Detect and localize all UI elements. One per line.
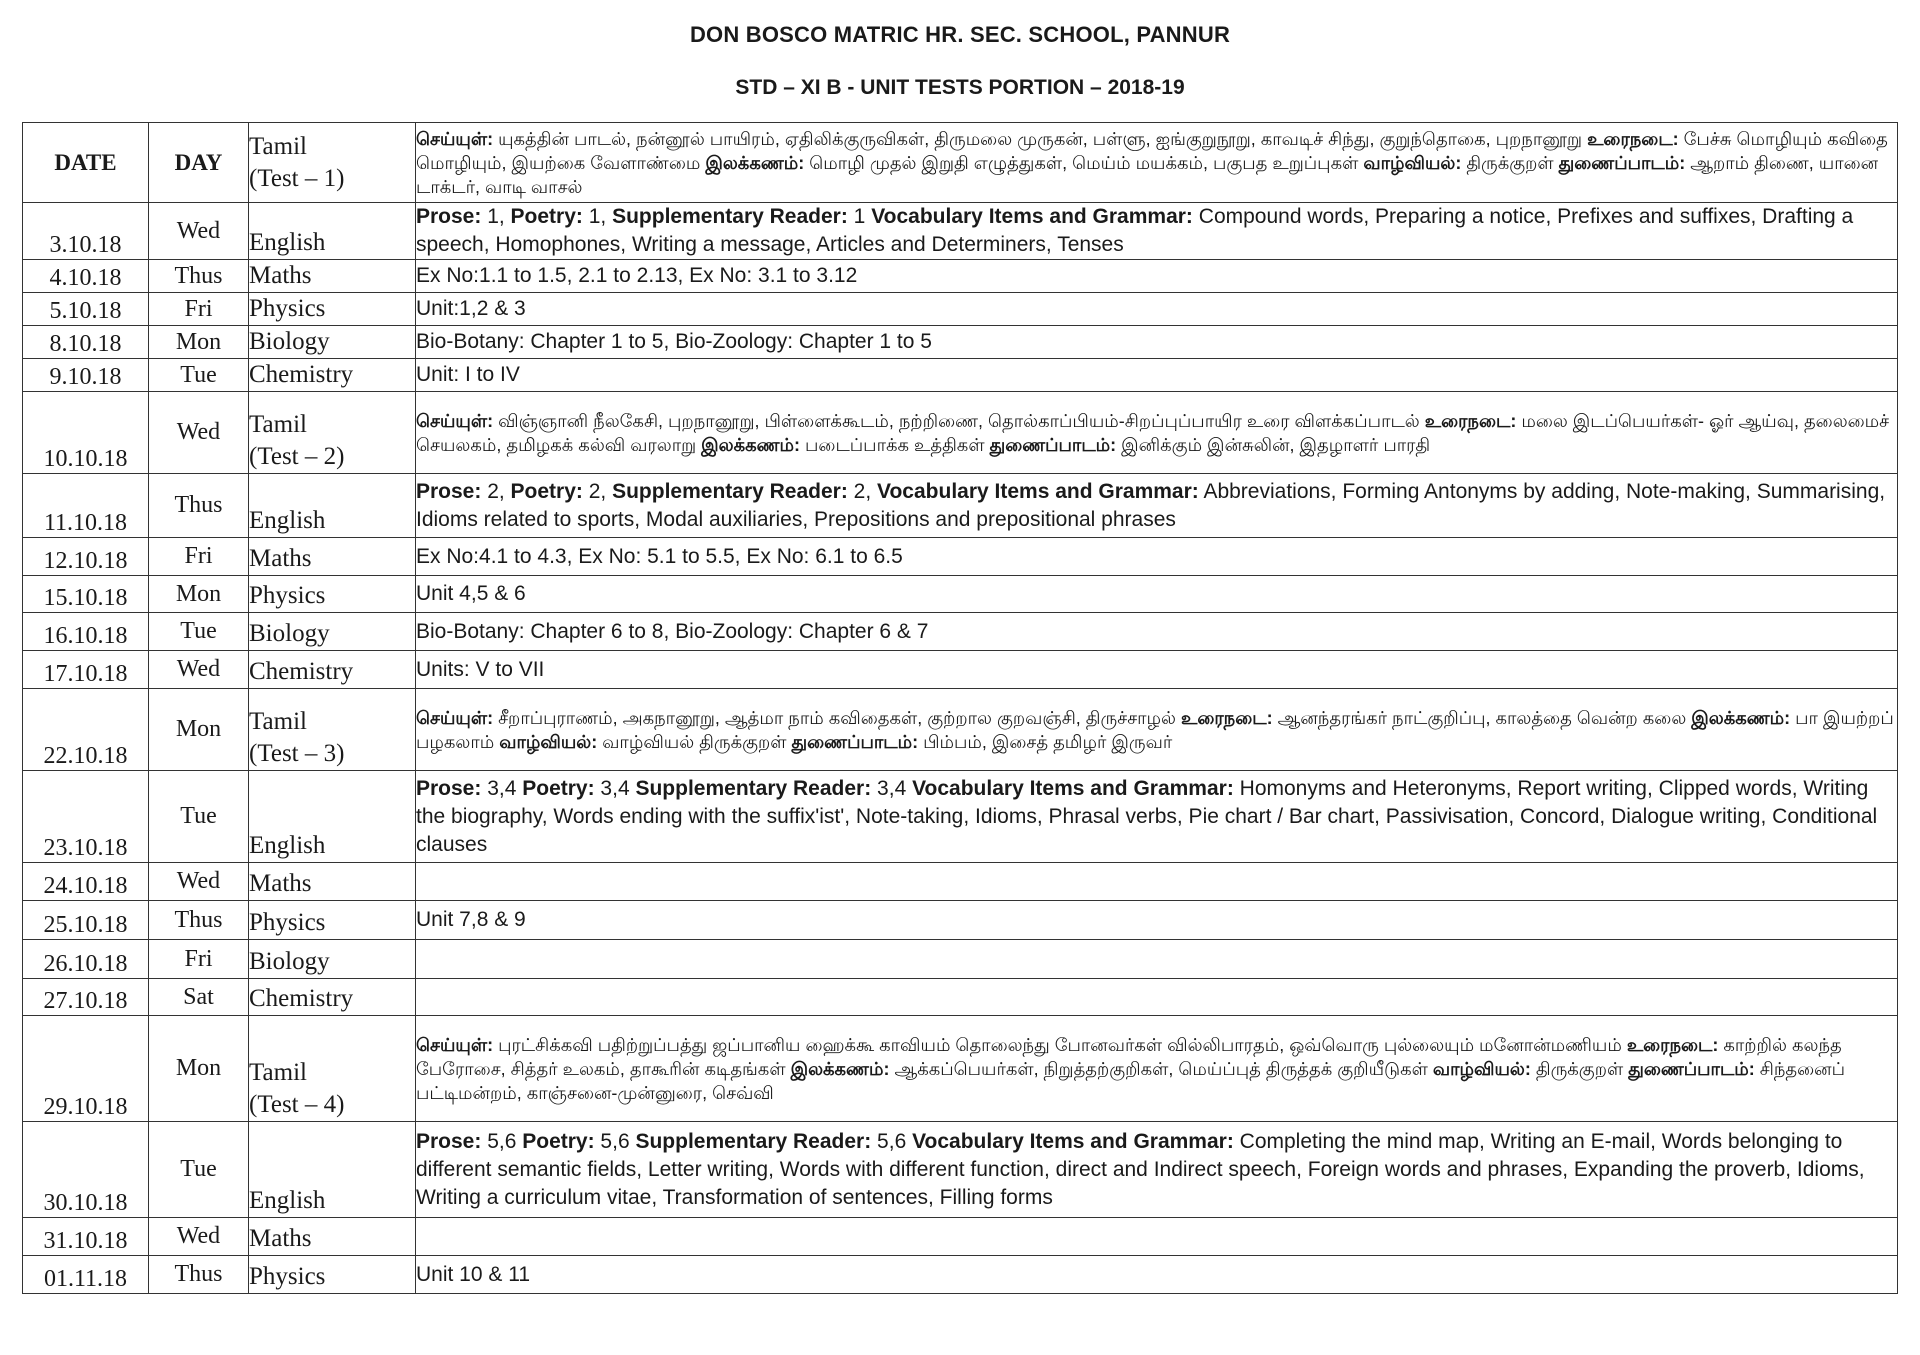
portion-cell [416, 1122, 1898, 1218]
date-cell: 11.10.18 [23, 474, 149, 538]
portion-label: இலக்கணம்: [705, 152, 805, 173]
portion-label: துணைப்பாடம்: [1558, 152, 1686, 173]
portion-cell [416, 689, 1898, 771]
portion-text: 2, [481, 479, 511, 503]
portion-label: துணைப்பாடம்: [791, 731, 919, 752]
subject-line: Tamil [249, 132, 307, 160]
date-cell: 9.10.18 [23, 359, 149, 392]
subject-line: (Test – 4) [249, 1091, 345, 1118]
subject-line: Maths [249, 870, 312, 897]
subject-line: Physics [249, 1263, 326, 1290]
subject-cell [249, 576, 416, 613]
portion-label: உரைநடை: [1587, 128, 1679, 149]
portion-text: 1 [847, 205, 872, 228]
subject-line: English [249, 507, 326, 534]
subject-cell [249, 474, 416, 538]
portion-label: Vocabulary Items and Grammar: [871, 205, 1193, 228]
portion-label: Vocabulary Items and Grammar: [912, 1129, 1234, 1153]
subject-line: Chemistry [249, 658, 354, 685]
table-row [23, 863, 1898, 901]
portion-text: Ex No:4.1 to 4.3, Ex No: 5.1 to 5.5, Ex No: 6.1 to 6.5 [416, 544, 903, 568]
portion-label: செய்யுள்: [416, 707, 494, 728]
portion-cell [416, 1016, 1898, 1122]
portion-text: மலை இடப்பெயர்கள்- ஓர் ஆய்வு, தலைமைச் செயலகம், தமிழகக் கல்வி வரலாறு [416, 410, 1890, 455]
subject-line: Biology [249, 948, 330, 975]
date-cell: 24.10.18 [23, 863, 149, 901]
day-cell: Wed [149, 863, 249, 901]
subject-cell [249, 359, 416, 392]
portion-cell [416, 613, 1898, 651]
subject-line: Maths [249, 545, 312, 572]
day-cell: Thus [149, 901, 249, 940]
portion-text: புரட்சிக்கவி பதிற்றுப்பத்து ஜப்பானிய ஹைக்கூ காவியம் தொலைந்து போனவர்கள் வில்லிபாரதம், ஒவ்வொரு புல்லையும் மனோன்மணியம் [493, 1034, 1627, 1055]
portion-text: Compound words, Preparing a notice, Prefixes and suffixes, Drafting a speech, Homophones, Writing a message, Articles and Determiners, Tenses [416, 205, 1854, 256]
day-cell: Thus [149, 260, 249, 293]
portion-text: வாழ்வியல் திருக்குறள் [597, 731, 792, 752]
portion-label: Prose: [416, 776, 482, 800]
subject-cell [249, 1218, 416, 1256]
table-row [23, 689, 1898, 771]
portion-cell [416, 260, 1898, 293]
portion-label: செய்யுள்: [416, 128, 494, 149]
portion-label: வாழ்வியல்: [1432, 1058, 1531, 1079]
table-body [23, 123, 1898, 1294]
day-cell: Wed [149, 1218, 249, 1256]
portion-text: பா இயற்றப் பழகலாம் [416, 707, 1894, 752]
date-cell: 27.10.18 [23, 979, 149, 1016]
subject-line: (Test – 3) [249, 740, 345, 767]
table-row [23, 474, 1898, 538]
portion-label: Poetry: [522, 1129, 595, 1153]
portion-cell [416, 901, 1898, 940]
date-cell: 01.11.18 [23, 1256, 149, 1294]
subject-cell [249, 293, 416, 326]
day-cell: Mon [149, 1016, 249, 1122]
portion-label: உரைநடை: [1424, 410, 1517, 431]
portion-text: படைப்பாக்க உத்திகள் [800, 434, 990, 455]
portion-cell [416, 576, 1898, 613]
date-cell: 29.10.18 [23, 1016, 149, 1122]
day-cell: Wed [149, 203, 249, 260]
portion-label: செய்யுள்: [416, 1034, 494, 1055]
portion-cell [416, 1256, 1898, 1294]
portion-cell [416, 1218, 1898, 1256]
portion-cell [416, 771, 1898, 863]
date-cell: 16.10.18 [23, 613, 149, 651]
portion-text: Ex No:1.1 to 1.5, 2.1 to 2.13, Ex No: 3.1 to 3.12 [416, 264, 858, 287]
portion-text: Completing the mind map, Writing an E-mail, Words belonging to different semantic fields, Letter writing, Words with different function, direct and Indirect speech, Foreign words and phrases, Expanding the proverb, Idioms, Writing a curriculum vitae, Transformation of sentences, Filling forms [416, 1129, 1865, 1209]
portion-text: 5,6 [481, 1129, 523, 1153]
date-cell: 30.10.18 [23, 1122, 149, 1218]
subject-line: Biology [249, 328, 330, 355]
subject-cell [249, 326, 416, 359]
portion-text: Unit: I to IV [416, 363, 520, 386]
day-cell: Thus [149, 1256, 249, 1294]
portion-cell [416, 326, 1898, 359]
portion-text: 1, [582, 205, 613, 228]
day-cell: Wed [149, 392, 249, 474]
portion-text: 3,4 [481, 776, 523, 800]
portion-cell [416, 392, 1898, 474]
table-row [23, 940, 1898, 979]
day-cell: Mon [149, 576, 249, 613]
subject-cell [249, 123, 416, 203]
portion-label: உரைநடை: [1626, 1034, 1719, 1055]
subject-line: Chemistry [249, 361, 354, 388]
table-row [23, 538, 1898, 576]
portion-cell [416, 940, 1898, 979]
portion-text: ஆக்கப்பெயர்கள், நிறுத்தற்குறிகள், மெய்ப்புத் திருத்தக் குறியீடுகள் [889, 1058, 1433, 1079]
subject-cell [249, 651, 416, 689]
subject-line: Physics [249, 295, 326, 322]
day-cell: Tue [149, 1122, 249, 1218]
portion-cell [416, 359, 1898, 392]
portion-text: திருக்குறள் [1461, 152, 1559, 173]
day-cell: Mon [149, 689, 249, 771]
date-cell: 23.10.18 [23, 771, 149, 863]
subject-cell [249, 538, 416, 576]
date-cell: 8.10.18 [23, 326, 149, 359]
date-cell: 17.10.18 [23, 651, 149, 689]
document-title: STD – XI B - UNIT TESTS PORTION – 2018-19 [735, 76, 1185, 99]
portion-text: 5,6 [594, 1129, 636, 1153]
table-row [23, 1016, 1898, 1122]
portion-label: Supplementary Reader: [635, 776, 872, 800]
portion-label: இலக்கணம்: [701, 434, 801, 455]
portion-text: Abbreviations, Forming Antonyms by adding, Note-making, Summarising, Idioms related to sports, Modal auxiliaries, Prepositions and prepositional phrases [416, 479, 1886, 531]
portion-text: ஆறாம் திணை, யானை டாக்டர், வாடி வாசல் [416, 152, 1879, 197]
day-cell: Sat [149, 979, 249, 1016]
portion-label: வாழ்வியல்: [1363, 152, 1462, 173]
portion-label: துணைப்பாடம்: [989, 434, 1117, 455]
portion-label: Supplementary Reader: [612, 479, 848, 503]
portion-cell [416, 538, 1898, 576]
subject-line: Biology [249, 620, 330, 647]
subject-line: Physics [249, 909, 326, 936]
subject-cell [249, 392, 416, 474]
portion-text: 5,6 [871, 1129, 913, 1153]
portion-text: சீறாப்புராணம், அகநானூறு, ஆத்மா நாம் கவிதைகள், குற்றால குறவஞ்சி, திருச்சாழல் [493, 707, 1181, 728]
portion-text: Unit 4,5 & 6 [416, 582, 526, 605]
portion-text: Homonyms and Heteronyms, Report writing, Clipped words, Writing the biography, Words ending with the suffix'ist', Note-taking, Idioms, Phrasal verbs, Pie chart / Bar chart, Passivisation, Concord, Dialogue writing, Conditional clauses [416, 776, 1878, 856]
portion-label: இலக்கணம்: [790, 1058, 890, 1079]
portion-label: துணைப்பாடம்: [1628, 1058, 1755, 1079]
table-row [23, 576, 1898, 613]
portion-cell [416, 203, 1898, 260]
portion-text: 2, [847, 479, 878, 503]
table-row [23, 651, 1898, 689]
day-cell: Thus [149, 474, 249, 538]
table-row [23, 203, 1898, 260]
subject-line: English [249, 832, 326, 859]
table-row [23, 1122, 1898, 1218]
table-row [23, 326, 1898, 359]
portion-text: விஞ்ஞானி நீலகேசி, புறநானூறு, பிள்ளைக்கூடம், நற்றிணை, தொல்காப்பியம்-சிறப்புப்பாயிர உரை விளக்கப்பாடல் [493, 410, 1425, 431]
subject-line: Tamil [249, 708, 307, 735]
day-cell: Fri [149, 940, 249, 979]
portion-cell [416, 474, 1898, 538]
portion-label: செய்யுள்: [416, 410, 494, 431]
day-cell: Wed [149, 651, 249, 689]
portion-label: Prose: [416, 479, 482, 503]
day-column-header: DAY [149, 123, 249, 203]
date-cell: 31.10.18 [23, 1218, 149, 1256]
subject-cell [249, 260, 416, 293]
portion-label: Poetry: [522, 776, 595, 800]
portion-text: இனிக்கும் இன்சுலின், இதழாளர் பாரதி [1116, 434, 1431, 455]
school-name: DON BOSCO MATRIC HR. SEC. SCHOOL, PANNUR [689, 22, 1231, 47]
portion-label: Supplementary Reader: [612, 205, 848, 228]
portion-text: ஆனந்தரங்கர் நாட்குறிப்பு, காலத்தை வென்ற கலை [1272, 707, 1692, 728]
day-cell: Tue [149, 771, 249, 863]
day-cell: Fri [149, 293, 249, 326]
portion-label: இலக்கணம்: [1691, 707, 1791, 728]
table-row [23, 979, 1898, 1016]
portion-text: Unit:1,2 & 3 [416, 297, 526, 320]
portion-text: பேச்சு மொழியும் கவிதை மொழியும், இயற்கை வேளாண்மை [416, 128, 1888, 173]
portion-label: Vocabulary Items and Grammar: [912, 776, 1234, 800]
subject-line: Chemistry [249, 985, 354, 1012]
day-cell: Fri [149, 538, 249, 576]
date-cell: 5.10.18 [23, 293, 149, 326]
day-cell: Tue [149, 613, 249, 651]
portion-text: 3,4 [871, 776, 913, 800]
portion-text: Unit 7,8 & 9 [416, 908, 526, 931]
portion-text: 3,4 [594, 776, 636, 800]
subject-line: Tamil [249, 411, 307, 438]
portion-text: சிந்தனைப் பட்டிமன்றம், காஞ்சனை-முன்னுரை, செவ்வி [416, 1058, 1846, 1103]
header-row [23, 123, 1898, 203]
portion-text: மொழி முதல் இறுதி எழுத்துகள், மெய்ம் மயக்கம், பகுபத உறுப்புகள் [804, 152, 1364, 173]
subject-cell [249, 203, 416, 260]
subject-cell [249, 1256, 416, 1294]
subject-line: Physics [249, 582, 326, 609]
portion-cell [416, 293, 1898, 326]
subject-line: Tamil [249, 1059, 307, 1086]
subject-cell [249, 689, 416, 771]
portion-text: 1, [481, 205, 511, 228]
subject-cell [249, 1016, 416, 1122]
unit-test-portion-table [22, 122, 1898, 1294]
table-row [23, 293, 1898, 326]
subject-line: (Test – 1) [249, 164, 345, 192]
portion-cell [416, 979, 1898, 1016]
portion-label: Prose: [416, 1129, 482, 1153]
portion-text: Bio-Botany: Chapter 6 to 8, Bio-Zoology: Chapter 6 & 7 [416, 619, 929, 643]
subject-line: Maths [249, 262, 312, 289]
subject-cell [249, 771, 416, 863]
portion-label: Poetry: [510, 479, 583, 503]
portion-text: Units: V to VII [416, 657, 545, 681]
date-cell: 4.10.18 [23, 260, 149, 293]
subject-line: English [249, 1187, 326, 1214]
table-row [23, 359, 1898, 392]
subject-cell [249, 940, 416, 979]
portion-text: 2, [582, 479, 613, 503]
portion-cell [416, 651, 1898, 689]
subject-cell [249, 901, 416, 940]
portion-text: Unit 10 & 11 [416, 1262, 531, 1286]
date-cell: 22.10.18 [23, 689, 149, 771]
date-cell: 15.10.18 [23, 576, 149, 613]
date-cell: 12.10.18 [23, 538, 149, 576]
portion-cell [416, 863, 1898, 901]
subject-cell [249, 863, 416, 901]
portion-text: யுகத்தின் பாடல், நன்னூல் பாயிரம், ஏதிலிக்குருவிகள், திருமலை முருகன், பள்ளு, ஐங்குறுநூறு, காவடிச் சிந்து, குறுந்தொகை, புறநானூறு [493, 128, 1588, 149]
date-cell: 26.10.18 [23, 940, 149, 979]
portion-label: Poetry: [510, 205, 583, 228]
table-row [23, 260, 1898, 293]
subject-line: (Test – 2) [249, 443, 345, 470]
portion-label: Vocabulary Items and Grammar: [877, 479, 1199, 503]
date-cell: 25.10.18 [23, 901, 149, 940]
subject-line: English [249, 229, 326, 256]
portion-text: காற்றில் கலந்த பேரோசை, சித்தர் உலகம், தாகூரின் கடிதங்கள் [416, 1034, 1842, 1079]
subject-cell [249, 1122, 416, 1218]
portion-text: Bio-Botany: Chapter 1 to 5, Bio-Zoology: Chapter 1 to 5 [416, 330, 932, 353]
table-row [23, 392, 1898, 474]
subject-line: Maths [249, 1225, 312, 1252]
table-row [23, 613, 1898, 651]
portion-label: வாழ்வியல்: [499, 731, 598, 752]
date-cell: 10.10.18 [23, 392, 149, 474]
portion-label: Supplementary Reader: [635, 1129, 872, 1153]
day-cell: Mon [149, 326, 249, 359]
day-cell: Tue [149, 359, 249, 392]
table-row [23, 901, 1898, 940]
date-cell: 3.10.18 [23, 203, 149, 260]
subject-cell [249, 613, 416, 651]
table-row [23, 1218, 1898, 1256]
subject-cell [249, 979, 416, 1016]
portion-label: உரைநடை: [1181, 707, 1273, 728]
table-row [23, 771, 1898, 863]
portion-label: Prose: [416, 205, 482, 228]
portion-text: திருக்குறள் [1530, 1058, 1629, 1079]
portion-cell [416, 123, 1898, 203]
portion-text: பிம்பம், இசைத் தமிழர் இருவர் [918, 731, 1173, 752]
table-row [23, 1256, 1898, 1294]
date-column-header: DATE [23, 123, 149, 203]
